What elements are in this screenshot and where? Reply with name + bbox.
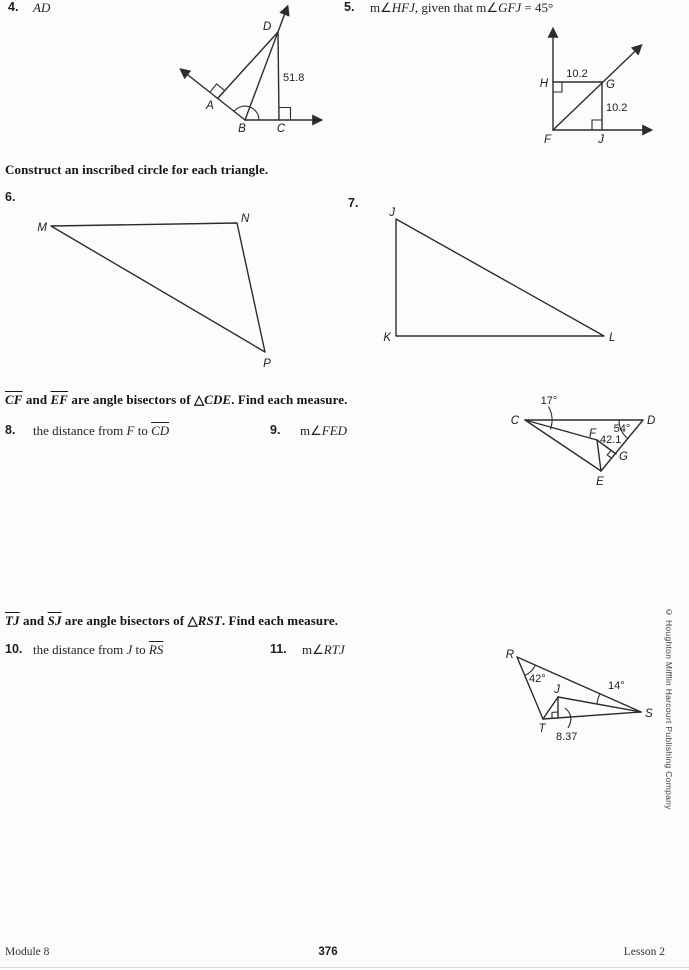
- joiner: and: [19, 613, 48, 628]
- length-label-gj: 10.2: [606, 102, 628, 114]
- problem-11-text: [302, 642, 345, 658]
- point-label-a: A: [206, 100, 214, 112]
- angle-value: = 45°: [521, 0, 554, 15]
- right-angle-mark-c: [279, 108, 291, 120]
- right-angle-mark-a: [210, 84, 224, 92]
- triangle-name: RST: [197, 613, 222, 628]
- point-label-d: D: [263, 21, 272, 33]
- text: the distance from: [33, 423, 127, 438]
- diagram-problem-6: [30, 195, 290, 380]
- heading-tail: . Find each measure.: [221, 613, 339, 628]
- text-mid: to: [134, 423, 152, 438]
- distance-label-837: 8.37: [556, 731, 578, 743]
- point-label-e: E: [596, 476, 604, 488]
- segment-name-cd: $\overline{CD}$: [151, 423, 170, 438]
- diagram-problem-5: [530, 20, 689, 150]
- point-label-j: J: [554, 684, 560, 696]
- problem-4-text: AD: [33, 0, 51, 15]
- problem-5-text: [370, 0, 553, 16]
- angle-name: HFJ: [391, 0, 415, 15]
- triangle-mnp: [51, 223, 265, 352]
- problem-10-text: [33, 642, 163, 658]
- heading-tail: . Find each measure.: [231, 392, 348, 407]
- problem-7-number: 7.: [348, 196, 359, 210]
- point-label-g: G: [619, 451, 628, 463]
- problem-5-number: 5.: [344, 0, 355, 14]
- angle-name: FED: [321, 423, 348, 438]
- angle-label-54: 54°: [613, 423, 631, 435]
- text-mid: to: [132, 642, 149, 657]
- point-label-r: R: [505, 649, 514, 661]
- measure-prefix: m∠: [370, 0, 392, 15]
- triangle-symbol: △: [187, 613, 198, 628]
- joiner: and: [22, 392, 51, 407]
- ray-ba: [181, 70, 245, 121]
- point-label-c: C: [276, 123, 286, 135]
- point-label-s: S: [645, 708, 653, 720]
- right-angle-mark-g: [607, 450, 612, 458]
- point-label-f: F: [543, 134, 551, 146]
- measure-prefix-2: m∠: [476, 0, 499, 15]
- footer-page-number: 376: [318, 946, 338, 958]
- right-angle-mark-h: [553, 82, 562, 92]
- heading-text: are angle bisectors of: [61, 613, 188, 628]
- problem-9-number: 9.: [270, 423, 281, 437]
- point-label-m: M: [37, 222, 47, 234]
- problem-8-text: [33, 423, 169, 439]
- point-label-k: K: [383, 332, 391, 344]
- bisector-cf: [525, 420, 597, 440]
- length-label-dc: 51.8: [283, 72, 305, 84]
- bisector-name-cf: $\overline{CF}$: [5, 392, 23, 407]
- triangle-jkl: [396, 219, 604, 336]
- segment-ad: [218, 32, 278, 98]
- angle-name: RTJ: [323, 642, 345, 657]
- diagram-problem-4: [130, 0, 340, 150]
- footer-lesson: Lesson 2: [623, 946, 665, 958]
- problem-10-number: 10.: [5, 642, 23, 656]
- angle-label-14: 14°: [608, 680, 625, 692]
- triangle-name: CDE: [204, 392, 232, 407]
- angle-arc-b: [234, 106, 259, 120]
- right-angle-mark-j: [592, 120, 602, 130]
- problem-6-number: 6.: [5, 190, 16, 204]
- point-label-b: B: [238, 123, 246, 135]
- point-label-g: G: [606, 79, 615, 91]
- point-name: J: [126, 642, 133, 657]
- measure-prefix: m∠: [302, 642, 324, 657]
- segment-dc: [278, 32, 279, 120]
- length-label-hg: 10.2: [566, 68, 588, 80]
- point-label-n: N: [241, 213, 250, 225]
- bisector-sj: [558, 697, 641, 712]
- point-label-t: T: [538, 723, 546, 735]
- angle-label-17: 17°: [540, 395, 558, 407]
- length-label-fg: 42.1: [600, 434, 622, 446]
- point-label-h: H: [539, 78, 548, 90]
- angle-name-2: GFJ: [498, 0, 522, 15]
- bisector-name-tj: $\overline{TJ}$: [5, 613, 20, 628]
- point-name: F: [126, 423, 135, 438]
- heading-text: are angle bisectors of: [68, 392, 195, 407]
- measure-prefix: m∠: [300, 423, 322, 438]
- diagram-rst: [500, 645, 685, 745]
- angle-arc-s: [597, 694, 600, 705]
- bisector-tj: [543, 697, 558, 719]
- bottom-rule: [0, 967, 689, 968]
- point-label-l: L: [609, 332, 616, 344]
- point-label-j: J: [598, 134, 604, 146]
- footer-module: Module 8: [5, 946, 50, 958]
- problem-8-number: 8.: [5, 423, 16, 437]
- section-heading-inscribed: Construct an inscribed circle for each triangle.: [5, 162, 269, 177]
- bisector-name-sj: $\overline{SJ}$: [47, 613, 62, 628]
- point-label-d: D: [647, 415, 656, 427]
- ray-fg-diagonal: [553, 46, 641, 131]
- angle-label-42: 42°: [529, 673, 546, 685]
- diagram-problem-7: [340, 195, 630, 355]
- point-label-f: F: [588, 428, 596, 440]
- point-label-c: C: [510, 415, 519, 427]
- text: the distance from: [33, 642, 127, 657]
- diagram-cde: [505, 390, 689, 495]
- copyright-sidebar: © Houghton Mifflin Harcourt Publishing Company: [664, 607, 674, 810]
- segment-name-rs: $\overline{RS}$: [148, 642, 164, 657]
- given-text: , given that: [414, 0, 477, 15]
- problem-9-text: [300, 423, 347, 439]
- triangle-symbol: △: [194, 392, 205, 407]
- point-label-j: J: [389, 207, 395, 219]
- problem-11-number: 11.: [270, 642, 287, 656]
- problem-4-number: 4.: [8, 0, 19, 14]
- bisector-name-ef: $\overline{EF}$: [50, 392, 69, 407]
- section-heading-rst: [5, 613, 338, 629]
- point-label-p: P: [263, 358, 271, 370]
- section-heading-cde: [5, 392, 347, 408]
